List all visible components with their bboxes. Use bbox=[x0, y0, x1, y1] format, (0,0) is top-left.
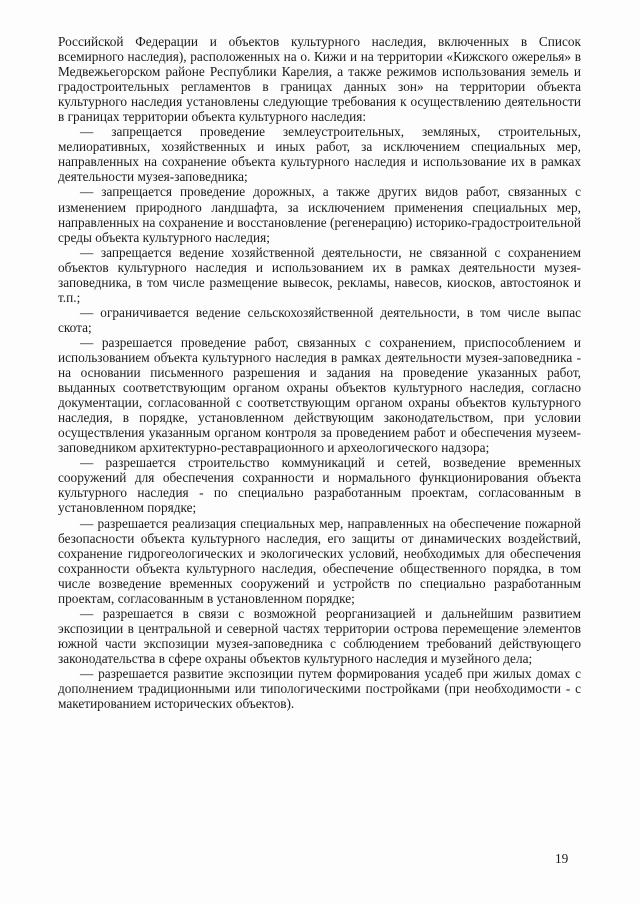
requirement-item-7: — разрешается реализация специальных мер, направленных на обеспечение пожарной безопасности объекта культурного наследия, его защиты от динамических воздействий, сохранение гидрогеологических и экологических условий, необходимых для обеспечения сохранности объекта культурного наследия, обеспечение общественного порядка, в том числе возведение временных сооружений и устройств по специально разработанным проектам, согласованным в установленном порядке; bbox=[58, 515, 581, 606]
requirement-item-6: — разрешается строительство коммуникаций и сетей, возведение временных сооружений для обеспечения сохранности и нормального функционирования объекта культурного наследия - по специально разработанным проектам, согласованным в установленном порядке; bbox=[58, 455, 581, 516]
page-number: 19 bbox=[555, 851, 569, 866]
requirement-item-9: — разрешается развитие экспозиции путем формирования усадеб при жилых домах с дополнением традиционными или типологическими постройками (при необходимости - с макетированием исторических объектов). bbox=[58, 665, 581, 712]
requirement-item-2: — запрещается проведение дорожных, а также других видов работ, связанных с изменением природного ландшафта, за исключением применения специальных мер, направленных на сохранение и восстановление (регенерацию) историко-градостроительной среды объекта культурного наследия; bbox=[58, 184, 581, 245]
requirement-item-3: — запрещается ведение хозяйственной деятельности, не связанной с сохранением объектов культурного наследия и использованием их в рамках деятельности музея-заповедника, в том числе размещение вывесок, рекламы, навесов, киосков, автостоянок и т.п.; bbox=[58, 244, 581, 305]
requirement-item-5: — разрешается проведение работ, связанных с сохранением, приспособлением и использованием объекта культурного наследия в рамках деятельности музея-заповедника - на основании письменного разрешения и задания на проведение указанных работ, выданных соответствующим органом охраны объектов культурного наследия, согласно документации, согласованной с соответствующим органом охраны объектов культурного наследия, в порядке, установленном действующим законодательством, при условии осуществления указанным органом контроля за проведением работ и обеспечения музеем-заповедником архитектурно-реставрационного и археологического надзора; bbox=[58, 334, 581, 456]
document-body bbox=[58, 34, 581, 711]
intro-paragraph: Российской Федерации и объектов культурного наследия, включенных в Список всемирного наследия), расположенных на о. Кижи и на территории «Кижского ожерелья» в Медвежьегорском районе Республики Карелия, а также режимов использования земель и градостроительных регламентов в границах данных зон» на территории объекта культурного наследия установлены следующие требования к осуществлению деятельности в границах территории объекта культурного наследия: bbox=[58, 34, 581, 125]
requirement-item-1: — запрещается проведение землеустроительных, земляных, строительных, мелиоративных, хозяйственных и иных работ, за исключением специальных мер, направленных на сохранение объекта культурного наследия и использование их в рамках деятельности музея-заповедника; bbox=[58, 124, 581, 185]
requirement-item-4: — ограничивается ведение сельскохозяйственной деятельности, в том числе выпас скота; bbox=[58, 304, 581, 335]
requirement-item-8: — разрешается в связи с возможной реорганизацией и дальнейшим развитием экспозиции в центральной и северной частях территории острова перемещение элементов южной части экспозиции музея-заповедника с соблюдением требований действующего законодательства в сфере охраны объектов культурного наследия и музейного дела; bbox=[58, 605, 581, 666]
